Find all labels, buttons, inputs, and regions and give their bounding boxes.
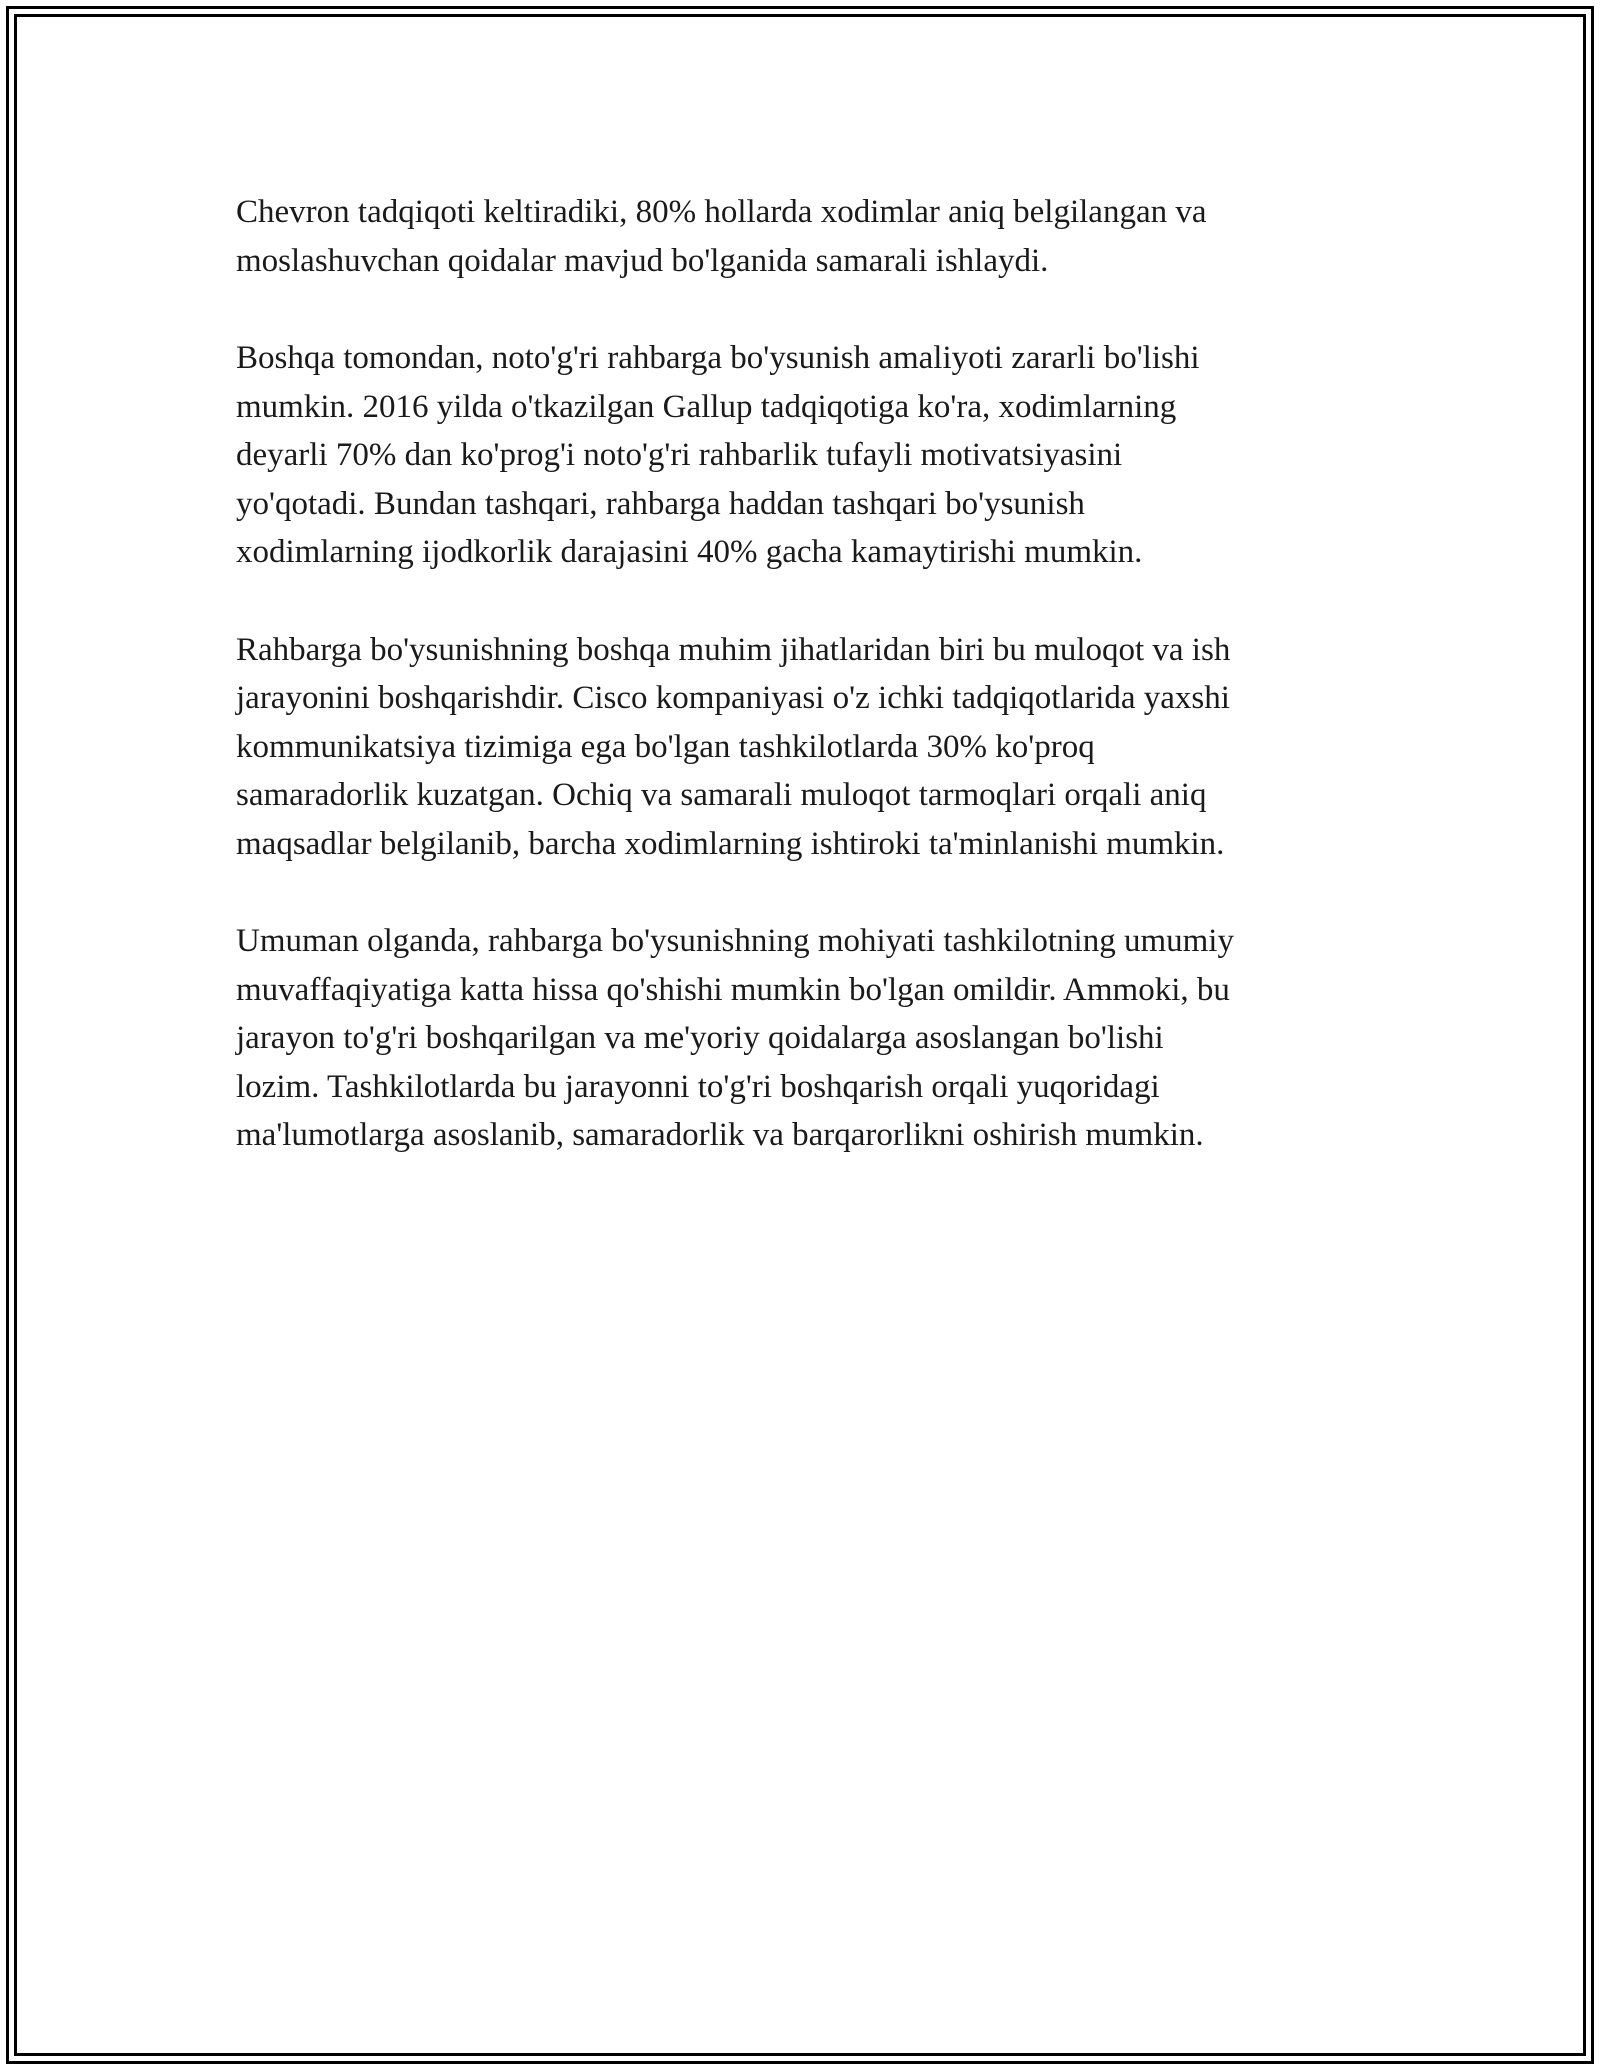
text-line: Chevron tadqiqoti keltiradiki, 80% hollarda xodimlar aniq belgilangan va	[236, 194, 1207, 230]
text-line: xodimlarning ijodkorlik darajasini 40% gacha kamaytirishi mumkin.	[236, 534, 1143, 570]
text-line: Rahbarga bo'ysunishning boshqa muhim jihatlaridan biri bu muloqot va ish	[236, 631, 1231, 668]
paragraph-1	[236, 188, 1376, 285]
text-line: mumkin. 2016 yilda o'tkazilgan Gallup tadqiqotiga ko'ra, xodimlarning	[236, 388, 1177, 425]
text-line: lozim. Tashkilotlarda bu jarayonni to'g'ri boshqarish orqali yuqoridagi	[236, 1068, 1160, 1105]
text-line: deyarli 70% dan ko'prog'i noto'g'ri rahbarlik tufayli motivatsiyasini	[236, 437, 1123, 473]
text-line: moslashuvchan qoidalar mavjud bo'lganida samarali ishlaydi.	[236, 242, 1049, 279]
text-line: Umuman olganda, rahbarga bo'ysunishning mohiyati tashkilotning umumiy	[236, 923, 1234, 959]
text-line: kommunikatsiya tizimiga ega bo'lgan tashkilotlarda 30% ko'proq	[236, 728, 1095, 765]
paragraph-2	[236, 334, 1376, 577]
text-line: jarayonini boshqarishdir. Cisco kompaniyasi o'z ichki tadqiqotlarida yaxshi	[236, 680, 1230, 716]
document-body	[236, 188, 1376, 1209]
text-line: yo'qotadi. Bundan tashqari, rahbarga haddan tashqari bo'ysunish	[236, 485, 1085, 522]
text-line: muvaffaqiyatiga katta hissa qo'shishi mumkin bo'lgan omildir. Ammoki, bu	[236, 971, 1230, 1008]
text-line: ma'lumotlarga asoslanib, samaradorlik va barqarorlikni oshirish mumkin.	[236, 1117, 1204, 1153]
paragraph-4	[236, 917, 1376, 1160]
text-line: maqsadlar belgilanib, barcha xodimlarning ishtiroki ta'minlanishi mumkin.	[236, 825, 1225, 862]
paragraph-3	[236, 626, 1376, 869]
text-line: jarayon to'g'ri boshqarilgan va me'yoriy qoidalarga asoslangan bo'lishi	[236, 1020, 1164, 1056]
text-line: samaradorlik kuzatgan. Ochiq va samarali muloqot tarmoqlari orqali aniq	[236, 777, 1207, 813]
text-line: Boshqa tomondan, noto'g'ri rahbarga bo'ysunish amaliyoti zararli bo'lishi	[236, 340, 1200, 376]
